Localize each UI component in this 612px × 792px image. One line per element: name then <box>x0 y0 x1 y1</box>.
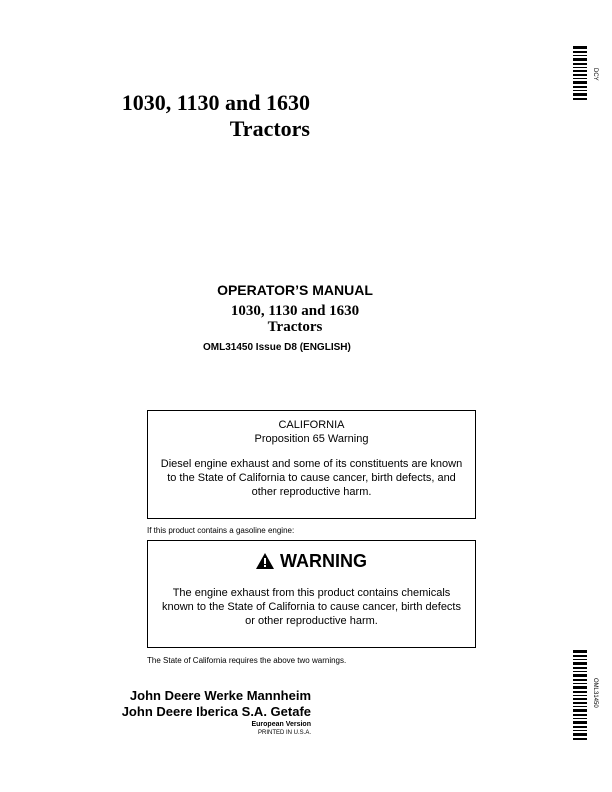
manual-subtitle-product: Tractors <box>267 319 323 335</box>
cover-title-models: 1030, 1130 and 1630 <box>121 90 310 115</box>
manual-heading: OPERATOR’S MANUAL <box>217 282 373 298</box>
manual-subtitle-models: 1030, 1130 and 1630 <box>230 303 360 319</box>
printed-label: PRINTED IN U.S.A. <box>257 730 311 736</box>
california-warning-box <box>147 410 476 519</box>
requirement-note: The State of California requires the above two warnings. <box>147 656 347 665</box>
cover-title-product: Tractors <box>229 116 310 141</box>
california-heading: CALIFORNIA <box>278 419 345 431</box>
barcode-bottom <box>573 650 587 742</box>
cover-title <box>122 90 310 142</box>
gasoline-note: If this product contains a gasoline engine: <box>147 526 295 535</box>
engine-warning-box <box>147 540 476 648</box>
publisher-getafe: John Deere Iberica S.A. Getafe <box>121 704 311 719</box>
publisher-mannheim: John Deere Werke Mannheim <box>129 688 311 703</box>
barcode-bottom-label: OML31450 <box>592 678 598 708</box>
manual-code: OML31450 Issue D8 (ENGLISH) <box>203 342 351 353</box>
proposition-heading: Proposition 65 Warning <box>254 433 369 445</box>
california-warning-text: Diesel engine exhaust and some of its constituents are known to the State of California to cause cancer, birth defects, and other reproductive harm. <box>160 458 463 498</box>
barcode-top-label: DCY <box>592 68 598 81</box>
publisher-block <box>122 688 311 738</box>
warning-heading: WARNING <box>280 551 367 571</box>
barcode-top <box>573 46 587 102</box>
warning-triangle-icon <box>256 553 274 569</box>
manual-title-block <box>190 281 400 355</box>
engine-warning-text: The engine exhaust from this product contains chemicals known to the State of California to cause cancer, birth defects or other reproductive harm. <box>161 587 461 627</box>
version-label: European Version <box>251 721 311 728</box>
warning-header <box>148 550 475 572</box>
